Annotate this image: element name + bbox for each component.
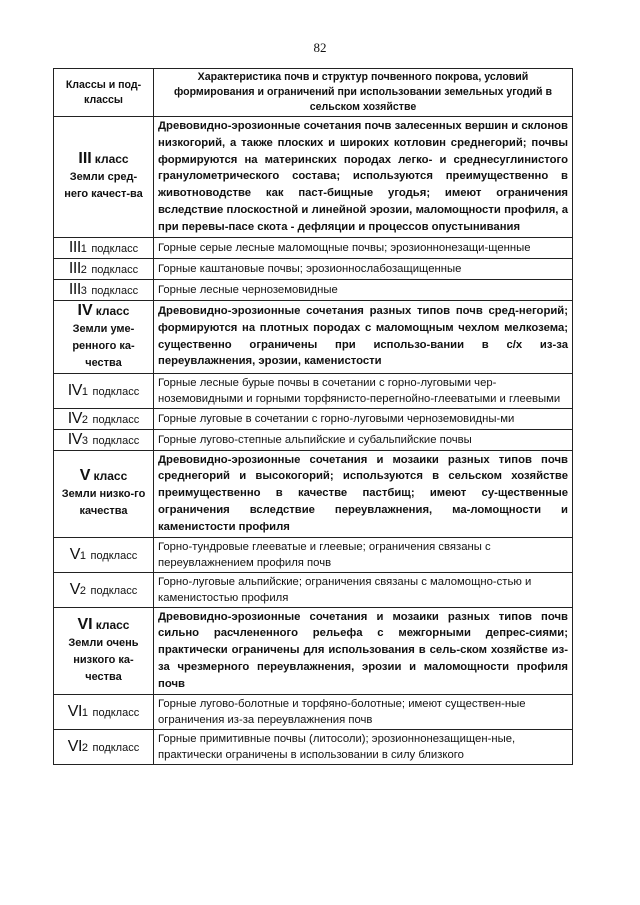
class-row [54, 300, 573, 373]
class-cell [54, 300, 154, 373]
class-cell [54, 117, 154, 238]
class-description: Древовидно-эрозионные сочетания и мозаики разных типов почв среднегорий и высокогорий; используются в сельском хозяйстве преимущественно в качестве пастбищ; имеют су-щественные ограничения вследствие переувлажнения, ма-ломощности и каменистости профиля [154, 450, 573, 537]
class-word: класс [94, 152, 129, 167]
subclass-row [54, 237, 573, 258]
subclass-number: 1 [79, 549, 87, 562]
subclass-description: Горные лугово-степные альпийские и субальпийские почвы [154, 429, 573, 450]
subclass-cell [54, 279, 154, 300]
header-characteristics: Характеристика почв и структур почвенного покрова, условий формирования и ограничений при использовании земельных угодий в сельском хозяйстве [154, 69, 573, 117]
subclass-number: 2 [81, 741, 89, 754]
subclass-roman: IV [67, 409, 82, 427]
subclass-number: 1 [81, 385, 89, 398]
subclass-word: подкласс [91, 263, 139, 276]
subclass-cell [54, 258, 154, 279]
subclass-word: подкласс [91, 242, 139, 255]
class-description: Древовидно-эрозионные сочетания разных типов почв сред-негорий; формируются на плотных породах с маломощным чехлом мелкозема; существенно ограничены при использо-вании в с/х из-за переувлажнения, эрозии, каменистости [154, 300, 573, 373]
class-row [54, 117, 573, 238]
subclass-number: 1 [80, 242, 87, 255]
subclass-description: Горные лугово-болотные и торфяно-болотные; имеют существен-ные ограничения из-за переувлажнения почв [154, 694, 573, 729]
subclass-roman: III [68, 238, 81, 256]
subclass-description: Горные примитивные почвы (литосоли); эрозионнонезащищен-ные, практически ограничены в использовании в силу близкого [154, 729, 573, 764]
class-subtitle: Земли низко-го качества [61, 488, 146, 518]
subclass-description: Горные серые лесные маломощные почвы; эрозионнонезащи-щенные [154, 237, 573, 258]
class-word: класс [95, 617, 130, 632]
subclass-description: Горные каштановые почвы; эрозионнослабозащищенные [154, 258, 573, 279]
subclass-description: Горные луговые в сочетании с горно-луговыми черноземовидны-ми [154, 408, 573, 429]
soil-classes-table [53, 68, 573, 765]
subclass-word: подкласс [92, 434, 140, 447]
class-row [54, 607, 573, 694]
subclass-word: подкласс [92, 385, 140, 398]
subclass-cell [54, 408, 154, 429]
class-title [58, 616, 149, 635]
subclass-word: подкласс [92, 706, 140, 719]
table-header-row [54, 69, 573, 117]
subclass-number: 3 [81, 434, 89, 447]
subclass-description: Горно-луговые альпийские; ограничения связаны с маломощно-стью и каменистостью профиля [154, 572, 573, 607]
subclass-roman: VI [67, 702, 82, 720]
subclass-row [54, 373, 573, 408]
class-subtitle: Земли уме-ренного ка-чества [72, 322, 135, 369]
subclass-row [54, 729, 573, 764]
subclass-roman: V [69, 580, 80, 598]
subclass-roman: IV [67, 430, 82, 448]
table-body [54, 117, 573, 765]
class-roman: III [78, 150, 92, 168]
subclass-number: 1 [81, 706, 89, 719]
subclass-word: подкласс [91, 284, 139, 297]
subclass-roman: III [68, 259, 81, 277]
subclass-number: 2 [81, 413, 89, 426]
subclass-number: 2 [79, 584, 87, 597]
class-word: класс [95, 303, 130, 318]
page-number: 82 [313, 40, 327, 55]
subclass-row [54, 408, 573, 429]
subclass-row [54, 258, 573, 279]
subclass-roman: VI [67, 737, 82, 755]
subclass-word: подкласс [90, 549, 138, 562]
subclass-description: Горно-тундровые глееватые и глеевые; ограничения связаны с переувлажнением профиля почв [154, 537, 573, 572]
class-row [54, 450, 573, 537]
subclass-cell [54, 237, 154, 258]
subclass-cell [54, 373, 154, 408]
subclass-description: Горные лесные черноземовидные [154, 279, 573, 300]
subclass-roman: V [69, 545, 80, 563]
class-subtitle: Земли сред-него качест-ва [64, 171, 143, 201]
class-roman: IV [77, 301, 93, 319]
class-title [58, 150, 149, 169]
class-roman: V [79, 467, 91, 485]
subclass-cell [54, 537, 154, 572]
subclass-row [54, 429, 573, 450]
subclass-row [54, 572, 573, 607]
subclass-description: Горные лесные бурые почвы в сочетании с горно-луговыми чер-ноземовидными и горными торфянисто-перегнойно-глееватыми и глеевыми [154, 373, 573, 408]
subclass-cell [54, 429, 154, 450]
subclass-cell [54, 694, 154, 729]
class-subtitle: Земли очень низкого ка-чества [68, 636, 139, 683]
class-title [58, 467, 149, 486]
class-cell [54, 450, 154, 537]
subclass-cell [54, 729, 154, 764]
subclass-roman: III [68, 280, 81, 298]
class-title [58, 302, 149, 321]
subclass-word: подкласс [92, 413, 140, 426]
subclass-row [54, 537, 573, 572]
subclass-word: подкласс [92, 741, 140, 754]
header-classes: Классы и под-классы [54, 69, 154, 117]
subclass-word: подкласс [90, 584, 138, 597]
class-description: Древовидно-эрозионные сочетания и мозаики разных типов почв сильно расчлененного рельефа с межгорными депрес-сиями; практически ограничены для использования в сель-ском хозяйстве из-за чрезмерного переувлажнения, эрозии и маломощности профиля почв [154, 607, 573, 694]
class-roman: VI [77, 615, 93, 633]
subclass-number: 3 [80, 284, 87, 297]
subclass-cell [54, 572, 154, 607]
class-word: класс [93, 469, 128, 484]
class-cell [54, 607, 154, 694]
subclass-row [54, 279, 573, 300]
subclass-roman: IV [67, 381, 82, 399]
class-description: Древовидно-эрозионные сочетания почв залесенных вершин и склонов низкогорий, а также плоских и широких котловин среднегорий; почвы формируются на материнских породах легко- и среднесуглинистого гранулометрического состава; используются преимущественно в животноводстве как паст-бищные угодья; имеют ограничения вследствие плоскостной и линейной эрозии, маломощности профиля, а при перевы-пасе скота - дефляции и процессов опустынивания [154, 117, 573, 238]
subclass-number: 2 [80, 263, 87, 276]
subclass-row [54, 694, 573, 729]
